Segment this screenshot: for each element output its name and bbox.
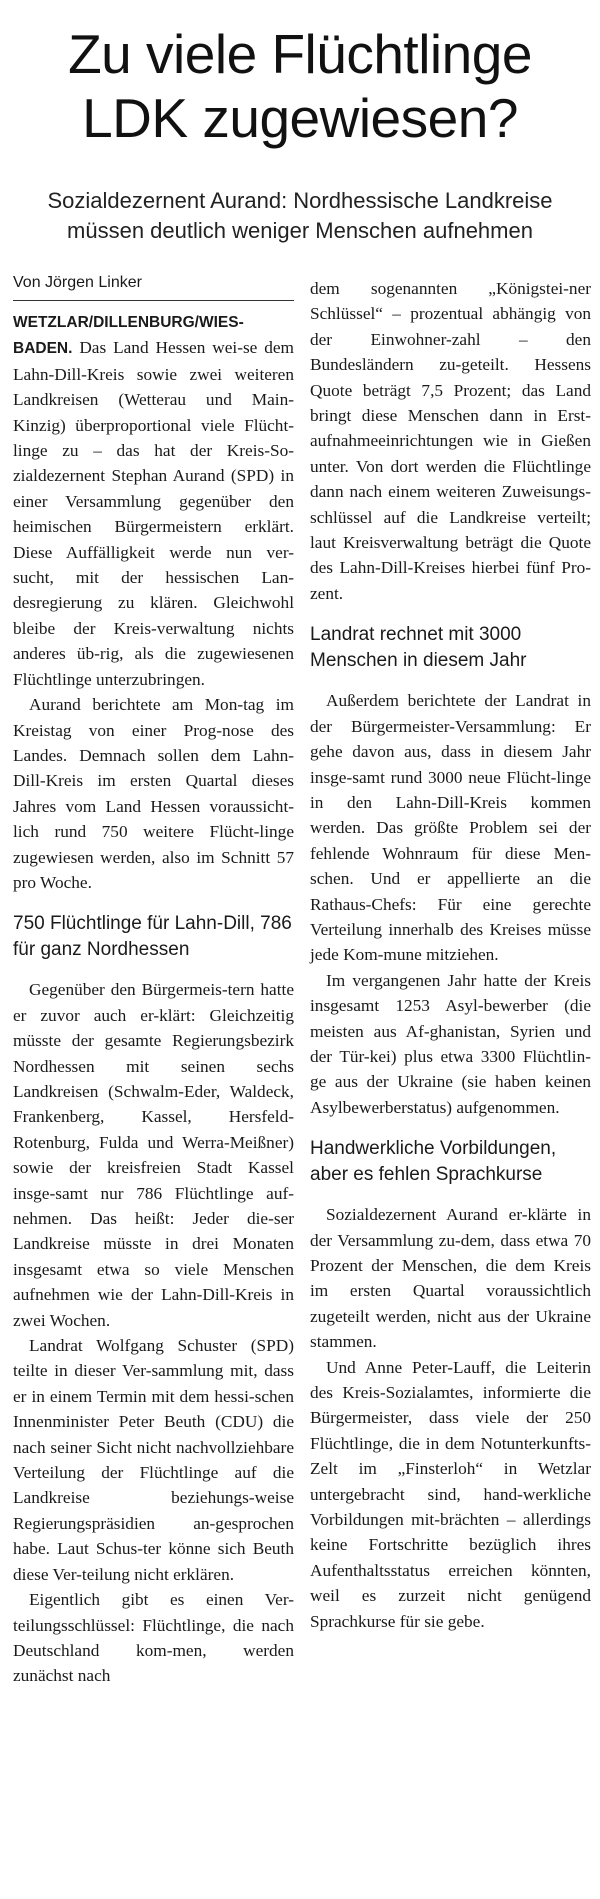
article-column-left bbox=[13, 276, 294, 1689]
paragraph-5: Eigentlich gibt es einen Ver-teilungsschlüssel: Flüchtlinge, die nach Deutschland kom-men, werden zunächst nach bbox=[13, 1590, 294, 1686]
subheading-1: 750 Flüchtlinge für Lahn-Dill, 786 für ganz Nordhessen bbox=[13, 913, 292, 961]
paragraph-8: Sozialdezernent Aurand er-klärte in der Versammlung zu-dem, dass etwa 70 Prozent der Menschen, die dem Kreis im ersten Quartal voraussichtlich zugeteilt werden, nicht aus der Ukraine stammen. bbox=[310, 1205, 591, 1352]
paragraph-3: Gegenüber den Bürgermeis-tern hatte er zuvor auch er-klärt: Gleichzeitig müsste der gesamte Regierungsbezirk Nordhessen mit seinen sechs Landkreisen (Schwalm-Eder, Waldeck, Frankenberg, Kassel, Hersfeld-Rotenburg, Fulda und Werra-Meißner) sowie der kreisfreien Stadt Kassel insge-samt nur 786 Flüchtlinge auf-nehmen. Das heißt: Jeder die-ser Landkreise müsste in drei Monaten insgesamt etwa so viele Menschen aufnehmen wie der Lahn-Dill-Kreis in zwei Wochen. bbox=[13, 980, 294, 1330]
paragraph-4: Landrat Wolfgang Schuster (SPD) teilte in dieser Ver-sammlung mit, dass er in einem Termin mit dem hessi-schen Innenminister Peter Beuth (CDU) die nach seiner Sicht nicht nachvollziehbare Verteilung der Flüchtlinge auf die Landkreise beziehungs-weise Regierungspräsidien an-gesprochen habe. Laut Schus-ter könne sich Beuth diese Ver-teilung nicht erklären. bbox=[13, 1336, 294, 1584]
article-column-right bbox=[310, 276, 591, 1634]
subheadline-line-2: müssen deutlich weniger Menschen aufnehmen bbox=[67, 218, 533, 243]
headline-line-2: LDK zugewiesen? bbox=[82, 87, 518, 149]
dateline: WETZLAR/DILLENBURG/WIES-BADEN. bbox=[13, 314, 244, 358]
headline-line-1: Zu viele Flüchtlinge bbox=[68, 23, 532, 85]
paragraph-9: Und Anne Peter-Lauff, die Leiterin des Kreis-Sozialamtes, informierte die Bürgermeister, dass viele der 250 Flüchtlinge, die in dem Notunterkunfts-Zelt im „Finsterloh“ in Wetzlar untergebracht sind, hand-werkliche Vorbildungen mit-brächten – allerdings keine Fortschritte bezüglich ihres Aufenthaltsstatus erreichen könnten, weil es zurzeit nicht genügend Sprachkurse für sie gebe. bbox=[310, 1357, 591, 1631]
paragraph-6: Außerdem berichtete der Landrat in der Bürgermeister-Versammlung: Er gehe davon aus, dass in diesem Jahr insge-samt rund 3000 neue Flücht-linge in den Lahn-Dill-Kreis kommen werden. Das größte Problem sei der fehlende Wohnraum für diese Men-schen. Und er appellierte an die Rathaus-Chefs: Für eine gerechte Verteilung innerhalb des Kreises müsse jede Kom-mune mitziehen. bbox=[310, 691, 591, 965]
subheading-3: Handwerkliche Vorbildungen, aber es fehlen Sprachkurse bbox=[310, 1138, 557, 1186]
paragraph-1 bbox=[13, 309, 294, 692]
subheadline-line-1: Sozialdezernent Aurand: Nordhessische Landkreise bbox=[47, 188, 553, 213]
paragraph-5-continued: dem sogenannten „Königstei-ner Schlüssel“ – prozentual abhängig von der Einwohner-zahl – den Bundesländern zu-geteilt. Hessens Quote beträgt 7,5 Prozent; das Land bringt diese Menschen dann in Erst-aufnahmeeinrichtungen wie in Gießen unter. Von dort werden die Flüchtlinge dann nach einem weiteren Zuweisungs-schlüssel auf die Landkreise verteilt; laut Kreisverwaltung beträgt die Quote des Lahn-Dill-Kreises hierbei fünf Pro-zent. bbox=[310, 279, 591, 603]
article-headline bbox=[0, 22, 600, 150]
subheading-2: Landrat rechnet mit 3000 Menschen in diesem Jahr bbox=[310, 624, 527, 672]
article-subheadline bbox=[0, 186, 600, 246]
paragraph-2: Aurand berichtete am Mon-tag im Kreistag von einer Prog-nose des Landes. Demnach sollen dem Lahn-Dill-Kreis im ersten Quartal dieses Jahres vom Land Hessen voraussicht-lich rund 750 weitere Flücht-linge zugewiesen werden, also im Schnitt 57 pro Woche. bbox=[13, 695, 294, 892]
paragraph-1-text: Das Land Hessen wei-se dem Lahn-Dill-Kreis sowie zwei weiteren Landkreisen (Wetterau und Main-Kinzig) überproportional viele Flücht-linge zu – das hat der Kreis-So-zialdezernent Stephan Aurand (SPD) in einer Versammlung gegenüber den heimischen Bürgermeistern erklärt. Diese Auffälligkeit werde nun ver-sucht, mit der hessischen Lan-desregierung zu klären. Gleichwohl bleibe der Kreis-verwaltung nichts anderes üb-rig, als die zugewiesenen Flüchtlinge unterzubringen. bbox=[13, 338, 294, 689]
byline: Von Jörgen Linker bbox=[13, 272, 294, 301]
paragraph-7: Im vergangenen Jahr hatte der Kreis insgesamt 1253 Asyl-bewerber (die meisten aus Af-ghanistan, Syrien und der Tür-kei) plus etwa 3300 Flüchtlin-ge aus der Ukraine (sie haben keinen Asylbewerberstatus) aufgenommen. bbox=[310, 970, 591, 1117]
